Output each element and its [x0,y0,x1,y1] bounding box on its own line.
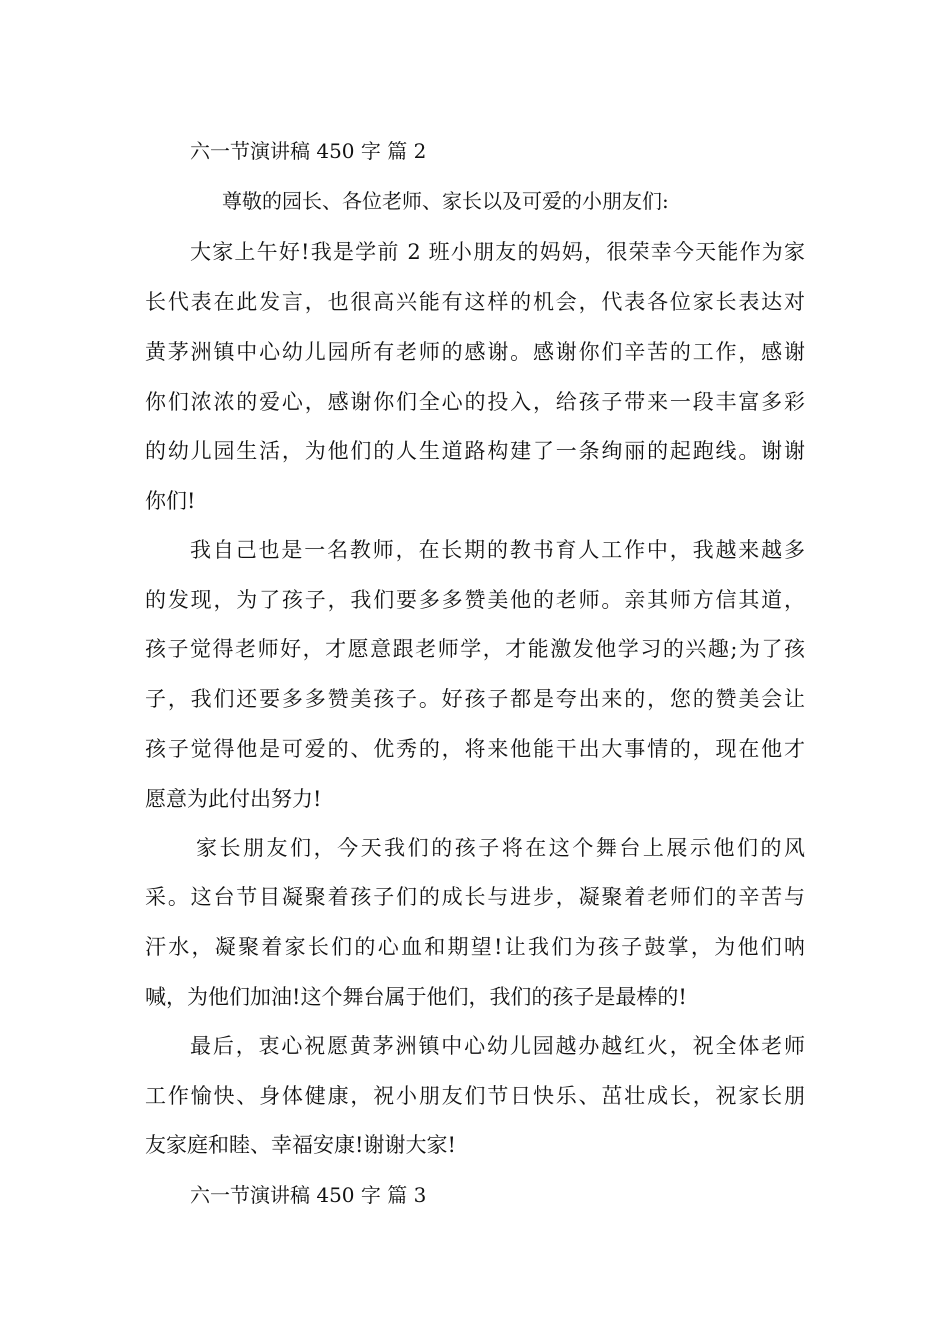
paragraph-line: 大家上午好!我是学前 2 班小朋友的妈妈，很荣幸今天能作为家 [190,240,805,264]
paragraph-line: 我自己也是一名教师，在长期的教书育人工作中，我越来越多 [190,538,805,562]
paragraph-line: 友家庭和睦、幸福安康!谢谢大家! [145,1133,456,1157]
paragraph-line: 长代表在此发言，也很高兴能有这样的机会，代表各位家长表达对 [145,290,805,314]
greeting-line: 尊敬的园长、各位老师、家长以及可爱的小朋友们: [222,189,669,213]
paragraph-line: 孩子觉得老师好，才愿意跟老师学，才能激发他学习的兴趣;为了孩 [145,637,805,661]
paragraph-line: 愿意为此付出努力! [145,787,322,811]
paragraph-line: 你们浓浓的爱心，感谢你们全心的投入，给孩子带来一段丰富多彩 [145,390,805,414]
paragraph-line: 汗水，凝聚着家长们的心血和期望!让我们为孩子鼓掌，为他们呐 [145,935,805,959]
paragraph-line: 黄茅洲镇中心幼儿园所有老师的感谢。感谢你们辛苦的工作，感谢 [145,340,805,364]
paragraph-line: 你们! [145,489,196,513]
paragraph-line: 孩子觉得他是可爱的、优秀的，将来他能干出大事情的，现在他才 [145,737,805,761]
paragraph-line: 喊，为他们加油!这个舞台属于他们，我们的孩子是最棒的! [145,985,687,1009]
paragraph-line: 的幼儿园生活，为他们的人生道路构建了一条绚丽的起跑线。谢谢 [145,439,805,463]
paragraph-line: 工作愉快、身体健康，祝小朋友们节日快乐、茁壮成长，祝家长朋 [145,1084,805,1108]
section-heading-2: 六一节演讲稿 450 字 篇 2 [190,139,427,163]
section-heading-3: 六一节演讲稿 450 字 篇 3 [190,1183,427,1207]
paragraph-line: 家长朋友们，今天我们的孩子将在这个舞台上展示他们的风 [196,836,805,860]
paragraph-line: 采。这台节目凝聚着孩子们的成长与进步，凝聚着老师们的辛苦与 [145,885,805,909]
paragraph-line: 的发现，为了孩子，我们要多多赞美他的老师。亲其师方信其道， [145,588,805,612]
paragraph-line: 最后，衷心祝愿黄茅洲镇中心幼儿园越办越红火，祝全体老师 [190,1034,805,1058]
paragraph-line: 子，我们还要多多赞美孩子。好孩子都是夸出来的，您的赞美会让 [145,687,805,711]
